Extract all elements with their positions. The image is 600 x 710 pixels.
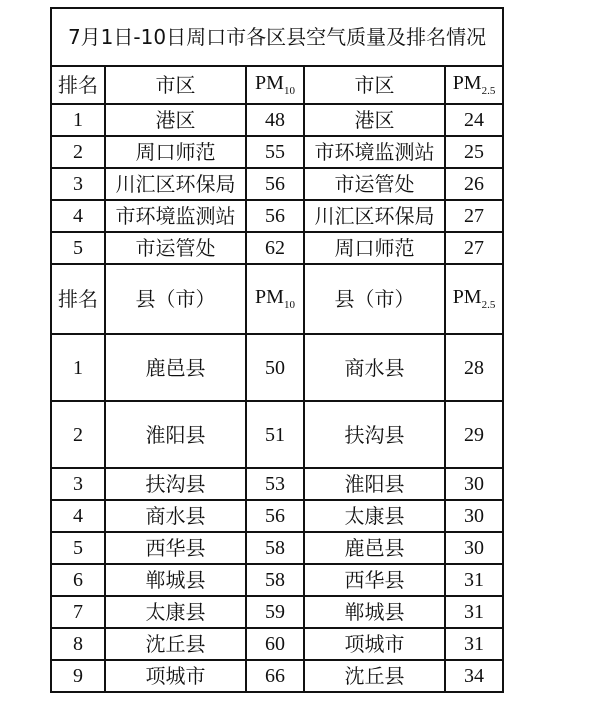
pm10-header-main: PM [255,72,284,94]
pm10-site-cell: 沈丘县 [105,628,246,660]
pm25-header [445,66,503,104]
table-row [51,628,503,660]
pm25-site-cell: 商水县 [304,334,445,401]
table-row [51,136,503,168]
pm10-value-cell: 56 [246,168,304,200]
pm25-site-cell: 市环境监测站 [304,136,445,168]
rank-cell: 9 [51,660,105,692]
pm25-site-cell: 扶沟县 [304,401,445,468]
pm10-value-cell: 53 [246,468,304,500]
pm25-value-cell: 30 [445,532,503,564]
rank-cell: 5 [51,232,105,264]
table-row [51,200,503,232]
pm25-value-cell: 31 [445,596,503,628]
pm25-value-cell: 26 [445,168,503,200]
pm25-header-sub: 2.5 [481,299,496,311]
pm25-header-main: PM [452,72,482,94]
pm10-site-cell: 商水县 [105,500,246,532]
rank-cell: 4 [51,500,105,532]
pm10-value-cell: 59 [246,596,304,628]
pm25-site-cell: 川汇区环保局 [304,200,445,232]
pm10-site-cell: 西华县 [105,532,246,564]
pm10-value-cell: 51 [246,401,304,468]
pm10-value-cell: 58 [246,532,304,564]
section1-header-row [51,66,503,104]
pm25-site-cell: 鹿邑县 [304,532,445,564]
pm25-header [445,264,503,334]
pm10-site-cell: 川汇区环保局 [105,168,246,200]
pm25-value-cell: 31 [445,564,503,596]
table-row [51,401,503,468]
pm25-site-cell: 西华县 [304,564,445,596]
table-row [51,468,503,500]
pm10-value-cell: 56 [246,200,304,232]
rank-cell: 2 [51,401,105,468]
section2-header-row [51,264,503,334]
table-row [51,564,503,596]
rank-cell: 7 [51,596,105,628]
pm10-site-cell: 港区 [105,104,246,136]
pm25-value-cell: 28 [445,334,503,401]
rank-cell: 2 [51,136,105,168]
county-header-2: 县（市） [304,264,445,334]
pm25-value-cell: 30 [445,468,503,500]
pm10-value-cell: 62 [246,232,304,264]
table-body [51,8,503,692]
pm10-site-cell: 淮阳县 [105,401,246,468]
pm10-header [246,66,304,104]
pm25-header-sub: 2.5 [481,85,496,97]
pm10-header-sub: 10 [283,299,295,311]
rank-cell: 1 [51,334,105,401]
pm25-value-cell: 29 [445,401,503,468]
pm10-site-cell: 郸城县 [105,564,246,596]
pm10-value-cell: 48 [246,104,304,136]
pm10-value-cell: 58 [246,564,304,596]
pm10-site-cell: 市运管处 [105,232,246,264]
rank-cell: 3 [51,168,105,200]
pm10-header-sub: 10 [283,85,295,97]
pm25-site-cell: 市运管处 [304,168,445,200]
rank-cell: 3 [51,468,105,500]
pm10-site-cell: 周口师范 [105,136,246,168]
pm25-site-cell: 淮阳县 [304,468,445,500]
pm25-value-cell: 27 [445,232,503,264]
pm25-value-cell: 30 [445,500,503,532]
pm10-site-cell: 鹿邑县 [105,334,246,401]
pm25-site-cell: 太康县 [304,500,445,532]
table-row [51,500,503,532]
rank-header: 排名 [51,66,105,104]
pm10-site-cell: 项城市 [105,660,246,692]
rank-cell: 4 [51,200,105,232]
table-row [51,532,503,564]
pm10-value-cell: 50 [246,334,304,401]
table-row [51,596,503,628]
rank-cell: 8 [51,628,105,660]
pm25-value-cell: 31 [445,628,503,660]
table-row [51,232,503,264]
pm10-site-cell: 扶沟县 [105,468,246,500]
district-header-2: 市区 [304,66,445,104]
pm25-site-cell: 郸城县 [304,596,445,628]
pm10-value-cell: 55 [246,136,304,168]
table-row [51,334,503,401]
rank-cell: 6 [51,564,105,596]
pm10-value-cell: 60 [246,628,304,660]
table-title: 7月1日-10日周口市各区县空气质量及排名情况 [51,8,503,66]
pm25-site-cell: 周口师范 [304,232,445,264]
pm10-value-cell: 66 [246,660,304,692]
pm10-value-cell: 56 [246,500,304,532]
pm10-site-cell: 市环境监测站 [105,200,246,232]
pm25-site-cell: 沈丘县 [304,660,445,692]
pm25-site-cell: 港区 [304,104,445,136]
pm25-value-cell: 34 [445,660,503,692]
table-row [51,104,503,136]
title-row [51,8,503,66]
pm25-header-main: PM [452,286,482,308]
pm10-header [246,264,304,334]
rank-header: 排名 [51,264,105,334]
rank-cell: 1 [51,104,105,136]
pm10-header-main: PM [255,286,284,308]
pm25-value-cell: 24 [445,104,503,136]
rank-cell: 5 [51,532,105,564]
table-row [51,168,503,200]
pm25-site-cell: 项城市 [304,628,445,660]
county-header: 县（市） [105,264,246,334]
pm25-value-cell: 25 [445,136,503,168]
air-quality-table [50,7,504,693]
pm25-value-cell: 27 [445,200,503,232]
pm10-site-cell: 太康县 [105,596,246,628]
district-header: 市区 [105,66,246,104]
table-row [51,660,503,692]
